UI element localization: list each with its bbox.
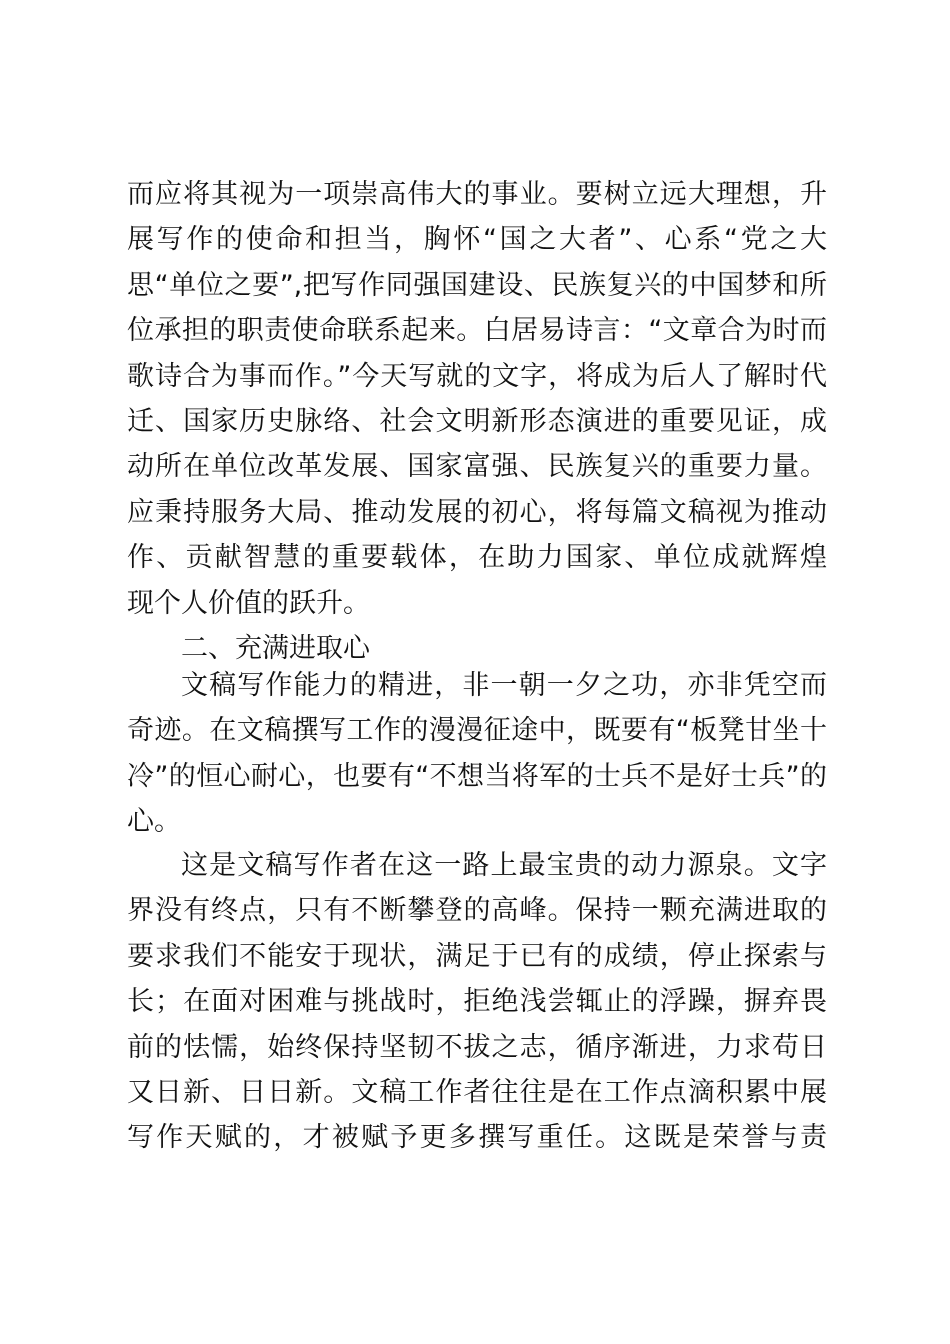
text-line: 应秉持服务大局、推动发展的初心，将每篇文稿视为推动 — [127, 496, 827, 528]
text-line: 迁、国家历史脉络、社会文明新形态演进的重要见证，成 — [127, 405, 827, 437]
paragraph-3 — [127, 843, 827, 1161]
text-line: 冷”的恒心耐心，也要有“不想当将军的士兵不是好士兵”的 — [127, 760, 827, 792]
text-line: 心。 — [127, 806, 181, 838]
text-line: 位承担的职责使命联系起来。白居易诗言：“文章合为时而 — [127, 315, 827, 347]
text-line: 写作天赋的，才被赋予更多撰写重任。这既是荣誉与责 — [127, 1122, 827, 1154]
text-line: 现个人价值的跃升。 — [127, 587, 370, 619]
text-line: 又日新、日日新。文稿工作者往往是在工作点滴积累中展 — [127, 1076, 827, 1108]
text-line: 思“单位之要”,把写作同强国建设、民族复兴的中国梦和所 — [127, 269, 827, 301]
text-line: 长；在面对困难与挑战时，拒绝浅尝辄止的浮躁，摒弃畏 — [127, 986, 827, 1018]
text-line: 要求我们不能安于现状，满足于已有的成绩，停止探索与 — [127, 940, 827, 972]
text-line: 作、贡献智慧的重要载体，在助力国家、单位成就辉煌 — [127, 542, 827, 574]
text-line: 歌诗合为事而作。”今天写就的文字，将成为后人了解时代 — [127, 360, 827, 392]
text-line: 而应将其视为一项崇高伟大的事业。要树立远大理想，升 — [127, 179, 827, 210]
text-line: 这是文稿写作者在这一路上最宝贵的动力源泉。文字 — [181, 850, 827, 881]
paragraph-2 — [127, 663, 827, 845]
text-line: 前的怯懦，始终保持坚韧不拔之志，循序渐进，力求苟日 — [127, 1031, 827, 1063]
text-line: 奇迹。在文稿撰写工作的漫漫征途中，既要有“板凳甘坐十 — [127, 715, 827, 747]
text-line: 文稿写作能力的精进，非一朝一夕之功，亦非凭空而 — [181, 670, 827, 701]
text-line: 展写作的使命和担当，胸怀“国之大者”、心系“党之大 — [127, 224, 827, 256]
text-line: 动所在单位改革发展、国家富强、民族复兴的重要力量。 — [127, 451, 827, 483]
text-line: 界没有终点，只有不断攀登的高峰。保持一颗充满进取的 — [127, 895, 827, 927]
paragraph-1 — [127, 172, 827, 626]
section-heading-text: 二、充满进取心 — [181, 633, 370, 664]
